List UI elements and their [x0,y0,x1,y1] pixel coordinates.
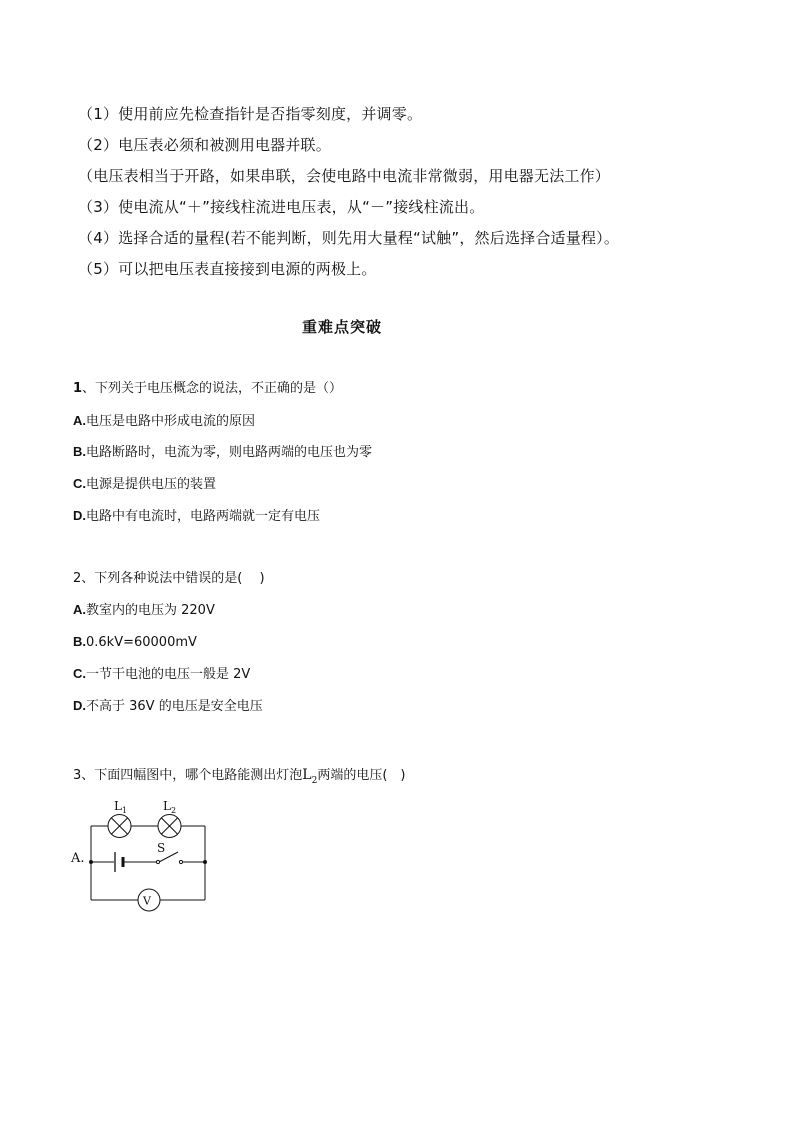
q1-option-d [73,507,320,526]
question-number: 3 [73,768,82,783]
option-text: 一节干电池的电压一般是 2V [86,667,251,682]
q2-option-d [73,697,263,716]
lamp-2-sub: 2 [170,806,177,815]
question-number: 1 [73,381,83,396]
option-text: 电源是提供电压的装置 [86,477,217,492]
section-heading: 重难点突破 [301,318,382,336]
rule-5: （5）可以把电压表直接接到电源的两极上。 [78,260,377,278]
option-a-label: A. [71,851,85,866]
option-letter: B. [73,634,86,649]
option-letter: A. [73,602,86,617]
option-letter: D. [73,508,86,523]
question-stem: 、下列各种说法中错误的是( ) [81,571,265,586]
option-text: 电路断路时，电流为零，则电路两端的电压也为零 [86,445,373,460]
option-letter: B. [73,444,86,459]
rule-3: （3）使电流从“＋”接线柱流进电压表，从“－”接线柱流出。 [78,198,485,216]
question-1 [73,380,342,398]
rule-2: （2）电压表必须和被测用电器并联。 [78,136,331,154]
switch-label: S [157,841,166,855]
q1-option-b [73,443,372,462]
circuit-diagram-a [66,796,216,920]
switch-contact [179,860,182,863]
question-3 [73,766,405,790]
rule-2-note: （电压表相当于开路，如果串联，会使电路中电流非常微弱，用电器无法工作） [78,167,611,185]
lamp-2-label [163,799,176,815]
option-letter: C. [73,476,86,491]
lamp-symbol [302,767,318,786]
lamp-1-label [114,799,127,815]
question-number: 2 [73,571,82,586]
rule-1: （1）使用前应先检查指针是否指零刻度，并调零。 [78,105,423,123]
voltmeter-label: V [143,894,151,908]
option-text: 0.6kV=60000mV [86,635,197,650]
lamp-1-letter: L [114,799,122,813]
junction-dot [89,860,93,864]
rule-4: （4）选择合适的量程(若不能判断，则先用大量程“试触”，然后选择合适量程）。 [78,229,620,247]
q2-option-a [73,601,215,620]
option-letter: C. [73,666,86,681]
q1-option-c [73,475,216,494]
lamp-subscript: 2 [311,775,318,786]
question-stem-end: 两端的电压( ) [317,768,406,783]
lamp-2-letter: L [163,799,171,813]
q2-option-b [73,633,197,652]
lamp-letter: L [302,767,312,783]
lamp-1-sub: 1 [121,806,128,815]
q1-option-a [73,412,255,431]
question-2 [73,570,265,588]
option-text: 不高于 36V 的电压是安全电压 [86,699,263,714]
question-stem: 、下列关于电压概念的说法，不正确的是（） [82,381,343,396]
option-letter: D. [73,698,86,713]
option-text: 教室内的电压为 220V [86,603,215,618]
junction-dot [203,860,207,864]
question-stem: 、下面四幅图中，哪个电路能测出灯泡 [81,768,303,783]
q2-option-c [73,665,250,684]
option-text: 电路中有电流时，电路两端就一定有电压 [86,509,321,524]
option-text: 电压是电路中形成电流的原因 [86,414,256,429]
switch-contact [156,860,159,863]
option-letter: A. [73,413,86,428]
